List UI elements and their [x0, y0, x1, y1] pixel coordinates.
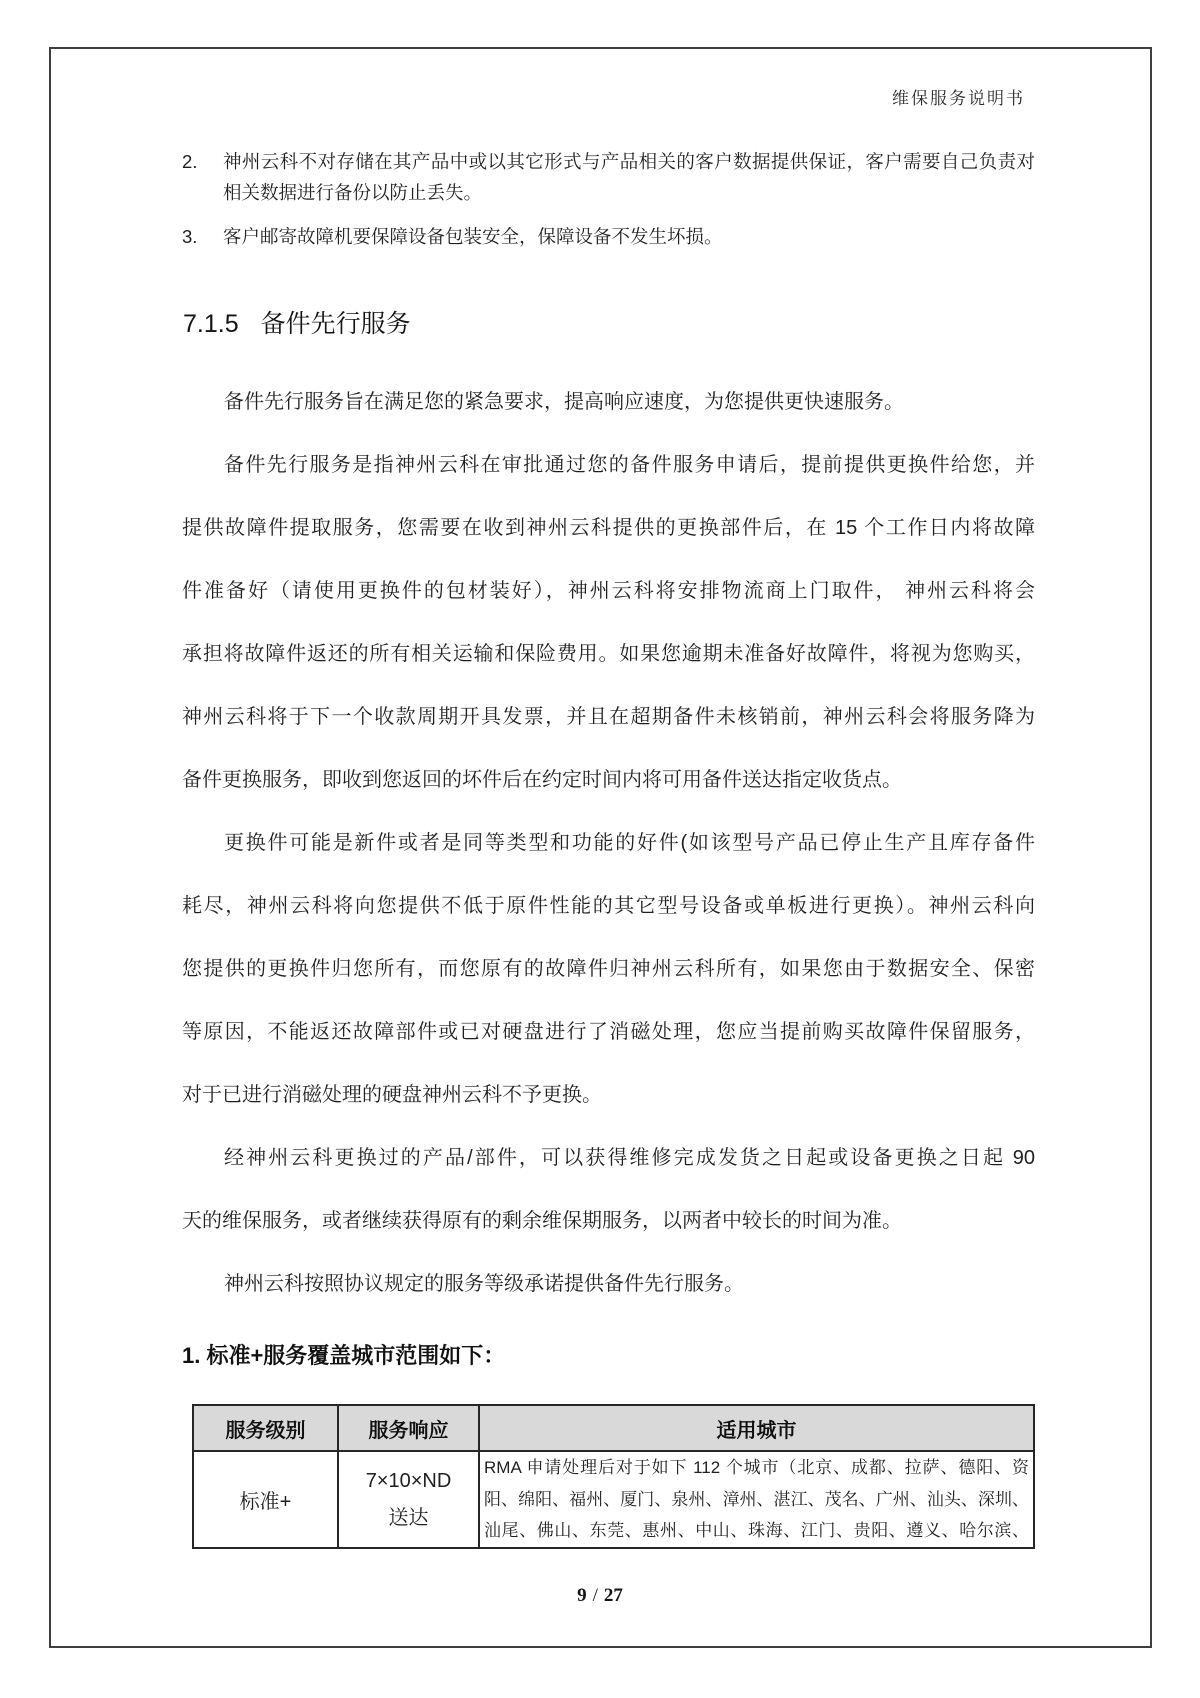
- footer-separator: /: [592, 1585, 598, 1606]
- section-heading: [183, 309, 411, 339]
- text-line: 等原因，不能返还故障部件或已对硬盘进行了消磁处理，您应当提前购买故障件保留服务，: [182, 1021, 1035, 1043]
- text-line: 阳、绵阳、福州、厦门、泉州、漳州、湛江、茂名、广州、汕头、深圳、: [484, 1489, 1029, 1509]
- numbered-list: [182, 146, 1035, 252]
- coverage-subheading: 1. 标准+服务覆盖城市范围如下：: [182, 1343, 506, 1368]
- text-line: 提供故障件提取服务，您需要在收到神州云科提供的更换部件后，在 15 个工作日内将故障: [182, 517, 1035, 539]
- paragraph: [182, 812, 1035, 1127]
- paragraph: [182, 434, 1035, 812]
- text-line: 对于已进行消磁处理的硬盘神州云科不予更换。: [182, 1084, 602, 1106]
- service-level-cell: 标准+: [239, 1491, 292, 1513]
- text-line: 备件更换服务，即收到您返回的坏件后在约定时间内将可用备件送达指定收货点。: [182, 769, 902, 791]
- service-coverage-table: [192, 1404, 1035, 1549]
- text-line: 7×10×ND: [365, 1469, 452, 1492]
- list-item-number: 3.: [182, 226, 198, 247]
- service-response-cell: [337, 1452, 480, 1547]
- text-line: 您提供的更换件归您所有，而您原有的故障件归神州云科所有，如果您由于数据安全、保密: [182, 958, 1035, 980]
- text-line: 汕尾、佛山、东莞、惠州、中山、珠海、江门、贵阳、遵义、哈尔滨、: [484, 1521, 1029, 1541]
- text-line: 送达: [388, 1506, 429, 1529]
- text-line: 备件先行服务旨在满足您的紧急要求，提高响应速度，为您提供更快速服务。: [224, 391, 904, 413]
- text-line: 神州云科不对存储在其产品中或以其它形式与产品相关的客户数据提供保证，客户需要自己负责对: [223, 151, 1035, 172]
- section-title: 备件先行服务: [260, 310, 411, 338]
- table-row: [194, 1452, 1033, 1547]
- header-service-level: 服务级别: [225, 1419, 306, 1442]
- section-number: 7.1.5: [183, 310, 239, 338]
- footer-total-pages: 27: [603, 1585, 623, 1606]
- text-line: 更换件可能是新件或者是同等类型和功能的好件(如该型号产品已停止生产且库存备件: [224, 832, 1035, 854]
- list-item-text: [223, 221, 1035, 252]
- text-line: 神州云科将于下一个收款周期开具发票，并且在超期备件未核销前，神州云科会将服务降为: [182, 706, 1035, 728]
- list-item-text: [223, 146, 1035, 208]
- header-applicable-cities: 适用城市: [716, 1419, 797, 1442]
- text-line: 件准备好（请使用更换件的包材装好），神州云科将安排物流商上门取件， 神州云科将会: [182, 580, 1035, 602]
- list-item: [182, 221, 1035, 252]
- page-footer: [0, 1585, 1200, 1607]
- body-paragraphs: [182, 371, 1035, 1316]
- list-item: [182, 146, 1035, 208]
- text-line: 经神州云科更换过的产品/部件，可以获得维修完成发货之日起或设备更换之日起 90: [224, 1147, 1035, 1169]
- text-line: 客户邮寄故障机要保障设备包装安全，保障设备不发生坏损。: [223, 226, 723, 247]
- text-line: RMA 申请处理后对于如下 112 个城市（北京、成都、拉萨、德阳、资: [484, 1458, 1029, 1477]
- text-line: 相关数据进行备份以防止丢失。: [223, 182, 483, 203]
- list-item-number: 2.: [182, 151, 198, 172]
- paragraph: [182, 1127, 1035, 1253]
- footer-page-number: 9: [577, 1585, 587, 1606]
- applicable-cities-cell: [480, 1452, 1033, 1547]
- text-line: 备件先行服务是指神州云科在审批通过您的备件服务申请后，提前提供更换件给您，并: [224, 454, 1035, 476]
- text-line: 天的维保服务，或者继续获得原有的剩余维保期服务，以两者中较长的时间为准。: [182, 1210, 902, 1232]
- table-header-row: [194, 1406, 1033, 1452]
- header-service-response: 服务响应: [337, 1406, 480, 1450]
- paragraph: [182, 1253, 1035, 1316]
- paragraph: [182, 371, 1035, 434]
- text-line: 神州云科按照协议规定的服务等级承诺提供备件先行服务。: [224, 1273, 744, 1295]
- text-line: 耗尽，神州云科将向您提供不低于原件性能的其它型号设备或单板进行更换）。神州云科向: [182, 895, 1035, 917]
- text-line: 承担将故障件返还的所有相关运输和保险费用。如果您逾期未准备好故障件，将视为您购买，: [182, 643, 1035, 665]
- document-header-title: 维保服务说明书: [892, 89, 1025, 108]
